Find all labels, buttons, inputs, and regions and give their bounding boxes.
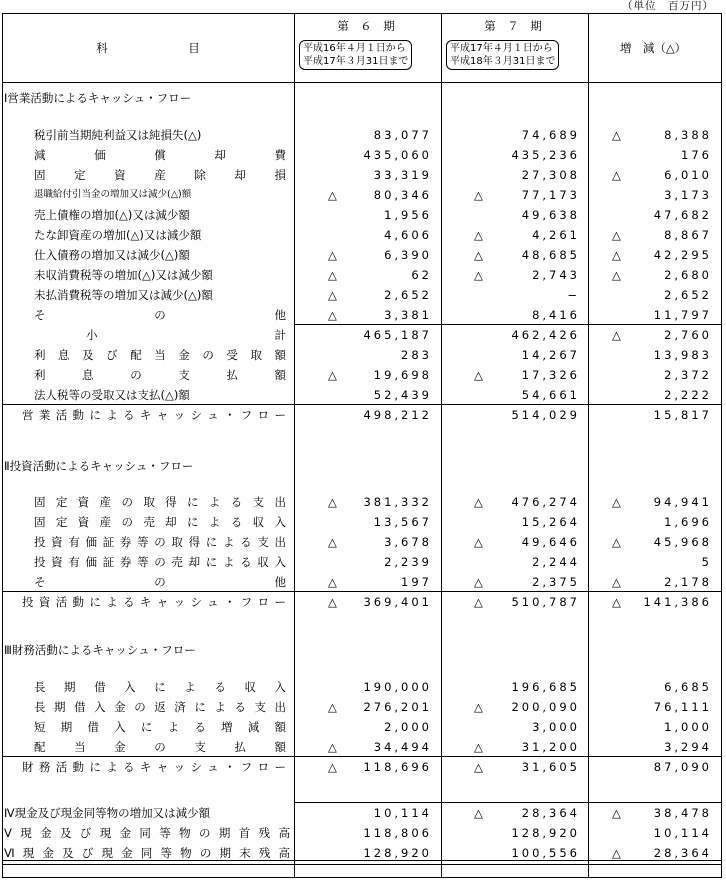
- change-value: 11,797: [653, 308, 712, 322]
- period7-value: 3,000: [532, 720, 580, 734]
- period6-value: 10,114: [373, 806, 432, 820]
- table-row: [0, 823, 726, 843]
- table-row: [0, 345, 726, 365]
- period6-negative-mark: △: [328, 535, 337, 549]
- change-value: 2,222: [664, 388, 712, 402]
- period7-value: 28,364: [521, 806, 580, 820]
- period6-negative-mark: △: [328, 308, 337, 322]
- row-label: 長期借入金の返済による支出: [34, 700, 286, 714]
- row-label: 配当金の支払額: [34, 740, 286, 754]
- table-row: [0, 245, 726, 265]
- period7-value: −: [567, 288, 580, 302]
- period7-value: 49,646: [521, 535, 580, 549]
- row-label: たな卸資産の増加(△)又は減少額: [34, 228, 202, 242]
- table-row: [0, 225, 726, 245]
- change-value: 15,817: [653, 408, 712, 422]
- change-value: 10,114: [653, 826, 712, 840]
- period6-negative-mark: △: [328, 495, 337, 509]
- period7-value: 510,787: [511, 595, 580, 609]
- table-row: [0, 492, 726, 512]
- row-label: Ⅳ現金及び現金同等物の増加又は減少額: [4, 806, 211, 820]
- period6-value: 190,000: [363, 680, 432, 694]
- period7-value: 100,556: [511, 846, 580, 860]
- period6-value: 369,401: [363, 595, 432, 609]
- period6-value: 381,332: [363, 495, 432, 509]
- change-value: 2,178: [664, 575, 712, 589]
- row-label: 財務活動によるキャッシュ・フロー: [22, 760, 286, 774]
- period7-negative-mark: △: [474, 535, 483, 549]
- row-label: 税引前当期純利益又は純損失(△): [34, 128, 202, 142]
- table-row: [0, 677, 726, 697]
- table-row: [0, 385, 726, 405]
- period7-value: 462,426: [511, 328, 580, 342]
- period7-value: 14,267: [521, 348, 580, 362]
- change-value: 38,478: [653, 806, 712, 820]
- row-label: 仕入債務の増加又は減少(△)額: [34, 248, 190, 262]
- period7-negative-mark: △: [474, 740, 483, 754]
- change-value: 45,968: [653, 535, 712, 549]
- table-row: [0, 640, 726, 660]
- change-negative-mark: △: [612, 248, 621, 262]
- table-row: [0, 185, 726, 205]
- change-value: 13,983: [653, 348, 712, 362]
- period7-value: 196,685: [511, 680, 580, 694]
- row-label: Ⅵ現金及び現金同等物の期末残高: [4, 846, 290, 860]
- period6-value: 2,239: [384, 555, 432, 569]
- period7-negative-mark: △: [474, 760, 483, 774]
- row-label: 利息及び配当金の受取額: [34, 348, 286, 362]
- row-label: 固定資産の取得による支出: [34, 495, 286, 509]
- period7-negative-mark: △: [474, 368, 483, 382]
- period6-value: 3,381: [384, 308, 432, 322]
- period6-negative-mark: △: [328, 368, 337, 382]
- table-row: [0, 88, 726, 108]
- period7-value: 8,416: [532, 308, 580, 322]
- change-value: 94,941: [653, 495, 712, 509]
- period7-value: 2,743: [532, 268, 580, 282]
- table-row: [0, 737, 726, 757]
- period6-negative-mark: △: [328, 760, 337, 774]
- change-value: 87,090: [653, 760, 712, 774]
- row-label: 利息の支払額: [34, 368, 286, 382]
- change-value: 3,173: [664, 188, 712, 202]
- change-negative-mark: △: [612, 595, 621, 609]
- change-negative-mark: △: [612, 328, 621, 342]
- change-negative-mark: △: [612, 535, 621, 549]
- period6-value: 276,201: [363, 700, 432, 714]
- period6-value: 34,494: [373, 740, 432, 754]
- period6-to: 平成17年３月31日まで: [303, 56, 409, 67]
- change-value: 42,295: [653, 248, 712, 262]
- row-label: 固定資産の売却による収入: [34, 515, 286, 529]
- period7-value: 476,274: [511, 495, 580, 509]
- row-label: その他: [34, 308, 286, 322]
- period6-value: 33,319: [373, 168, 432, 182]
- period7-value: 15,264: [521, 515, 580, 529]
- period7-negative-mark: △: [474, 595, 483, 609]
- table-row: [0, 532, 726, 552]
- row-label: 長期借入による収入: [34, 680, 286, 694]
- table-row: [0, 552, 726, 572]
- change-value: 6,010: [664, 168, 712, 182]
- period6-value: 3,678: [384, 535, 432, 549]
- period7-negative-mark: △: [474, 228, 483, 242]
- period7-negative-mark: △: [474, 700, 483, 714]
- row-label: 売上債権の増加(△)又は減少額: [34, 208, 190, 222]
- period6-value: 283: [401, 348, 432, 362]
- change-negative-mark: △: [612, 806, 621, 820]
- period6-negative-mark: △: [328, 268, 337, 282]
- row-label: 未払消費税等の増加又は減少(△)額: [34, 288, 213, 302]
- header-bottom-rule: [2, 82, 722, 83]
- period6-negative-mark: △: [328, 288, 337, 302]
- header-subject: 科 目: [96, 41, 200, 55]
- change-value: 2,652: [664, 288, 712, 302]
- change-value: 47,682: [653, 208, 712, 222]
- table-row: [0, 265, 726, 285]
- table-row: [0, 325, 726, 345]
- table-row: [0, 843, 726, 863]
- period7-value: 31,200: [521, 740, 580, 754]
- row-label: 法人税等の受取又は支払(△)額: [34, 388, 190, 402]
- row-label: 投資活動によるキャッシュ・フロー: [22, 595, 286, 609]
- row-label: 減価償却費: [34, 148, 286, 162]
- period6-from: 平成16年４月１日から: [303, 43, 406, 54]
- header-period6: 第 ６ 期: [337, 19, 395, 33]
- period6-value: 83,077: [373, 128, 432, 142]
- row-label: 短期借入による増減額: [34, 720, 286, 734]
- change-value: 28,364: [653, 846, 712, 860]
- row-label: その他: [34, 575, 286, 589]
- period6-value: 52,439: [373, 388, 432, 402]
- period7-value: 54,661: [521, 388, 580, 402]
- period6-negative-mark: △: [328, 700, 337, 714]
- period7-negative-mark: △: [474, 188, 483, 202]
- row-label: Ⅰ営業活動によるキャッシュ・フロー: [4, 91, 192, 105]
- period6-value: 118,806: [363, 826, 432, 840]
- change-negative-mark: △: [612, 575, 621, 589]
- period6-value: 435,060: [363, 148, 432, 162]
- period7-value: 17,326: [521, 368, 580, 382]
- period7-value: 27,308: [521, 168, 580, 182]
- table-row: [0, 803, 726, 823]
- header-period7: 第 ７ 期: [484, 19, 542, 33]
- period7-value: 435,236: [511, 148, 580, 162]
- period6-value: 498,212: [363, 408, 432, 422]
- change-value: 5: [701, 555, 712, 569]
- table-row: [0, 285, 726, 305]
- period7-value: 2,244: [532, 555, 580, 569]
- change-value: 6,685: [664, 680, 712, 694]
- row-label: 固定資産除却損: [34, 168, 286, 182]
- table-row: [0, 305, 726, 325]
- change-value: 76,111: [653, 700, 712, 714]
- change-value: 2,760: [664, 328, 712, 342]
- change-negative-mark: △: [612, 128, 621, 142]
- period7-value: 74,689: [521, 128, 580, 142]
- row-label: 小計: [86, 328, 286, 342]
- row-label: 投資有価証券等の売却による収入: [34, 555, 286, 569]
- change-value: 8,388: [664, 128, 712, 142]
- period6-value: 2,652: [384, 288, 432, 302]
- period7-value: 77,173: [521, 188, 580, 202]
- row-label: Ⅲ財務活動によるキャッシュ・フロー: [4, 643, 196, 657]
- period7-value: 49,638: [521, 208, 580, 222]
- table-row: [0, 456, 726, 476]
- unit-note: （単位 百万円）: [622, 0, 714, 12]
- period6-value: 465,187: [363, 328, 432, 342]
- period6-value: 6,390: [384, 248, 432, 262]
- row-label: Ⅱ投資活動によるキャッシュ・フロー: [4, 459, 194, 473]
- change-negative-mark: △: [612, 268, 621, 282]
- bottom-double-rule-2: [2, 864, 722, 865]
- period6-value: 197: [401, 575, 432, 589]
- change-negative-mark: △: [612, 846, 621, 860]
- period6-value: 19,698: [373, 368, 432, 382]
- period7-range: [446, 40, 559, 70]
- table-row: [0, 205, 726, 225]
- row-label: 未収消費税等の増加(△)又は減少額: [34, 268, 213, 282]
- period7-value: 200,090: [511, 700, 580, 714]
- period6-value: 2,000: [384, 720, 432, 734]
- change-negative-mark: △: [612, 228, 621, 242]
- period6-value: 1,956: [384, 208, 432, 222]
- table-row: [0, 145, 726, 165]
- change-value: 2,372: [664, 368, 712, 382]
- period6-range: [299, 40, 412, 70]
- change-value: 2,680: [664, 268, 712, 282]
- period7-value: 128,920: [511, 826, 580, 840]
- period7-value: 4,261: [532, 228, 580, 242]
- change-negative-mark: △: [612, 495, 621, 509]
- period6-value: 128,920: [363, 846, 432, 860]
- period6-value: 118,696: [363, 760, 432, 774]
- period6-negative-mark: △: [328, 595, 337, 609]
- change-value: 8,867: [664, 228, 712, 242]
- period7-negative-mark: △: [474, 268, 483, 282]
- row-label: 投資有価証券等の取得による支出: [34, 535, 286, 549]
- period7-value: 48,685: [521, 248, 580, 262]
- period7-value: 2,375: [532, 575, 580, 589]
- period6-value: 4,606: [384, 228, 432, 242]
- table-row: [0, 757, 726, 777]
- period6-value: 62: [411, 268, 432, 282]
- table-row: [0, 697, 726, 717]
- period6-negative-mark: △: [328, 188, 337, 202]
- period6-negative-mark: △: [328, 575, 337, 589]
- period6-value: 80,346: [373, 188, 432, 202]
- change-value: 1,696: [664, 515, 712, 529]
- period7-to: 平成18年３月31日まで: [450, 56, 556, 67]
- row-label: Ⅴ現金及び現金同等物の期首残高: [4, 826, 290, 840]
- period7-negative-mark: △: [474, 248, 483, 262]
- table-row: [0, 592, 726, 612]
- period6-negative-mark: △: [328, 740, 337, 754]
- table-row: [0, 365, 726, 385]
- change-value: 176: [681, 148, 712, 162]
- table-row: [0, 165, 726, 185]
- period6-value: 13,567: [373, 515, 432, 529]
- row-label: 営業活動によるキャッシュ・フロー: [22, 408, 286, 422]
- change-value: 1,000: [664, 720, 712, 734]
- change-negative-mark: △: [612, 168, 621, 182]
- period6-negative-mark: △: [328, 248, 337, 262]
- table-row: [0, 405, 726, 425]
- table-row: [0, 717, 726, 737]
- period7-negative-mark: △: [474, 575, 483, 589]
- period7-value: 514,029: [511, 408, 580, 422]
- period7-value: 31,605: [521, 760, 580, 774]
- table-row: [0, 125, 726, 145]
- period7-negative-mark: △: [474, 806, 483, 820]
- period7-negative-mark: △: [474, 495, 483, 509]
- header-change: 増 減（△）: [619, 41, 687, 55]
- table-row: [0, 512, 726, 532]
- period7-from: 平成17年４月１日から: [450, 43, 553, 54]
- change-value: 141,386: [643, 595, 712, 609]
- change-value: 3,294: [664, 740, 712, 754]
- table-row: [0, 572, 726, 592]
- row-label: 退職給付引当金の増加又は減少(△)額: [34, 189, 192, 200]
